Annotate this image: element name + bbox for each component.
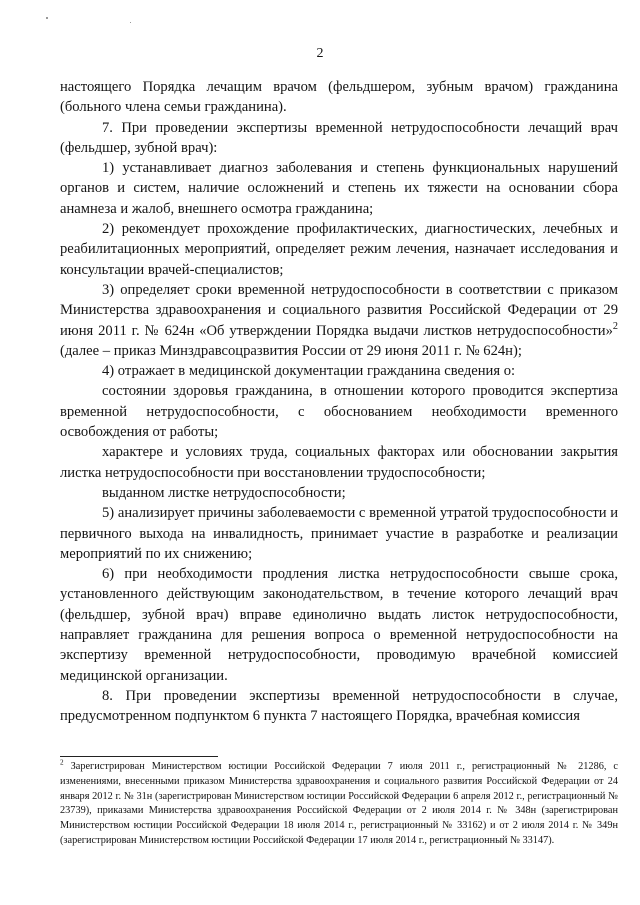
scan-speck <box>130 22 131 23</box>
paragraph-item-3 <box>60 280 618 361</box>
paragraph-item-5: 5) анализирует причины заболеваемости с временной утратой трудоспособности и первичного выхода на инвалидность, принимает участие в разработке и реализации мероприятий по их снижению; <box>60 505 618 562</box>
item-3-text: 3) определяет сроки временной нетрудоспособности в соответствии с приказом Министерства здравоохранения и социального развития Российской Федерации от 29 июня 2011 г. № 624н «Об утверждении Порядка выдачи листков нетрудоспособности» <box>60 281 618 339</box>
footnote-text: Зарегистрирован Министерством юстиции Российской Федерации 7 июля 2011 г., регистрационный № 21286, с изменениями, внесенными приказом Министерства здравоохранения и социального развития Российской Федерации от 24 января 2012 г. № 31н (зарегистрирован Министерством юстиции Российской Федерации 6 апреля 2012 г., регистрационный № 23739), приказами Министерства здравоохранения Российской Федерации от 2 июля 2014 г. № 348н (зарегистрирован Министерством юстиции Российской Федерации 18 июля 2014 г., регистрационный № 33162) и от 2 июля 2014 г. № 349н (зарегистрирован Министерством юстиции Российской Федерации 17 июля 2014 г., регистрационный № 33147). <box>60 761 618 846</box>
paragraph-item-4-health: состоянии здоровья гражданина, в отношении которого проводится экспертиза временной нетрудоспособности, с обоснованием необходимости временного освобождения от работы; <box>60 383 618 441</box>
paragraph-item-1: 1) устанавливает диагноз заболевания и степень функциональных нарушений органов и систем, наличие осложнений и степень их тяжести на основании сбора анамнеза и жалоб, внешнего осмотра гражданина; <box>60 160 618 217</box>
paragraph-section-7: 7. При проведении экспертизы временной нетрудоспособности лечащий врач (фельдшер, зубной врач): <box>60 119 618 156</box>
footnote-marker: 2 <box>60 758 64 767</box>
document-body <box>60 77 618 727</box>
footnote-reference: 2 <box>612 320 618 332</box>
footnote-separator <box>60 756 218 757</box>
footnote <box>60 760 618 849</box>
page-number: 2 <box>316 46 324 61</box>
paragraph-item-2: 2) рекомендует прохождение профилактических, диагностических, лечебных и реабилитационных мероприятий, определяет режим лечения, назначает исследования и консультации врачей-специалистов; <box>60 221 618 278</box>
paragraph-continuation: настоящего Порядка лечащим врачом (фельдшером, зубным врачом) гражданина (больного члена семьи гражданина). <box>60 79 618 116</box>
paragraph-item-4: 4) отражает в медицинской документации гражданина сведения о: <box>102 363 516 380</box>
scan-speck <box>46 17 48 19</box>
item-3-text-continued: (далее – приказ Минздравсоцразвития России от 29 июня 2011 г. № 624н); <box>60 342 522 359</box>
paragraph-item-4-certificate: выданном листке нетрудоспособности; <box>102 484 346 501</box>
paragraph-item-4-work: характере и условиях труда, социальных факторах или обосновании закрытия листка нетрудоспособности при восстановлении трудоспособности; <box>60 444 618 481</box>
paragraph-item-6: 6) при необходимости продления листка нетрудоспособности свыше срока, установленного действующим законодательством, в течение которого лечащий врач (фельдшер, зубной врач) вправе единолично выдать листок нетрудоспособности, направляет гражданина для решения вопроса о временной нетрудоспособности на экспертизу временной нетрудоспособности, проводимую врачебной комиссией медицинской организации. <box>60 566 618 684</box>
paragraph-section-8: 8. При проведении экспертизы временной нетрудоспособности в случае, предусмотренном подпунктом 6 пункта 7 настоящего Порядка, врачебная комиссия <box>60 687 618 725</box>
